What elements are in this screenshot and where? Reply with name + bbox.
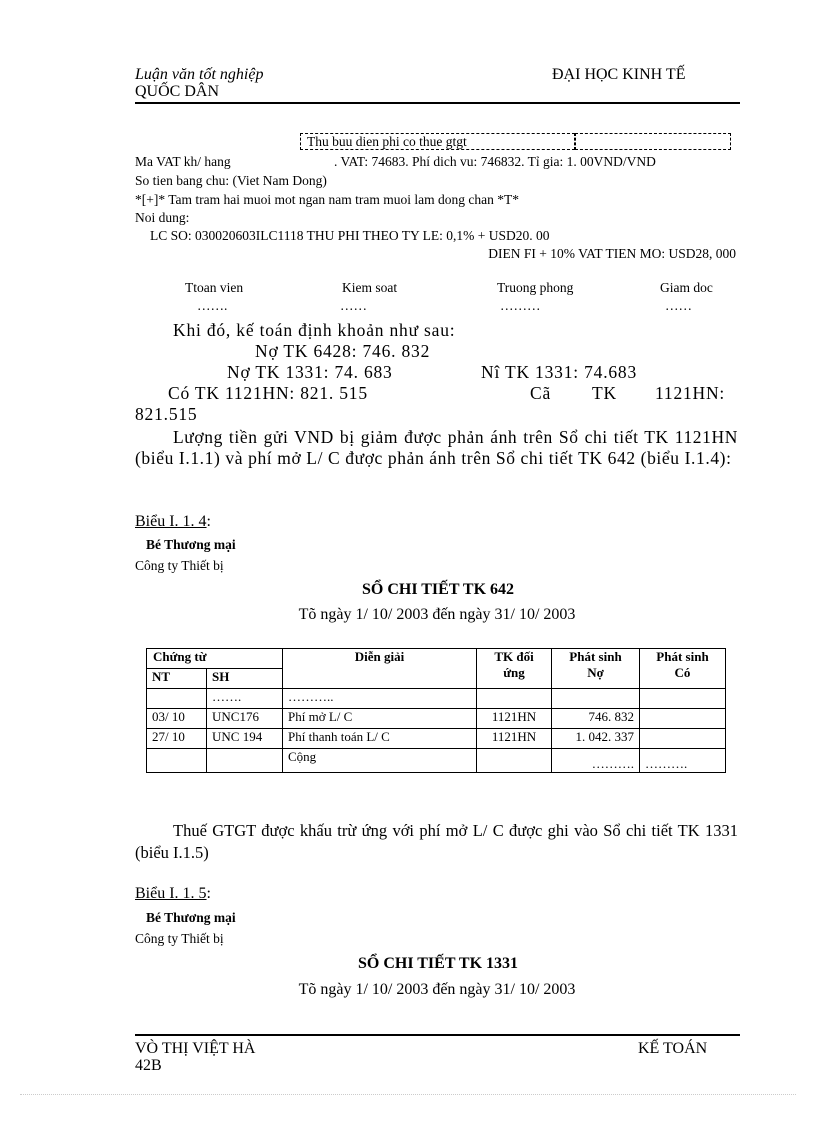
cell-debit: 746. 832 [552,709,640,729]
footer-author: VÒ THỊ VIỆT HÀ [135,1040,256,1057]
cell-desc: Phí thanh toán L/ C [283,729,477,749]
cell-debit: 1. 042. 337 [552,729,640,749]
header-university-cont: QUỐC DÂN [135,83,219,100]
entry-debit-6428: Nợ TK 6428: 746. 832 [255,341,431,361]
header-rule [135,102,740,104]
signer-controller: Kiem soat [342,280,398,295]
form4-period: Tõ ngày 1/ 10/ 2003 đến ngày 31/ 10/ 2003 [298,606,576,623]
th-account-line2: ứng [503,665,525,680]
footer-rule [135,1034,740,1036]
th-debit [552,649,640,689]
signer-teller-dots: ……. [197,298,228,313]
signer-director: Giam doc [660,280,713,295]
th-voucher: Chứng từ [147,649,283,669]
cell-sh: ……. [207,689,283,709]
content-label: Noi dung: [135,210,190,225]
cell-acc [477,689,552,709]
form5-colon: : [206,885,211,902]
cell-credit [640,689,726,709]
cell-debit: ………. [552,749,640,773]
cell-sh: UNC 194 [207,729,283,749]
form5-title: SỔ CHI TIẾT TK 1331 [357,955,519,972]
signer-head-dots: ……… [500,298,541,313]
cell-nt: 27/ 10 [147,729,207,749]
th-account-line1: TK đối [494,649,534,664]
th-credit [640,649,726,689]
signer-director-dots: …… [665,298,692,313]
signer-controller-dots: …… [340,298,367,313]
form4-heading [135,513,211,531]
th-credit-line2: Có [674,665,691,680]
cell-acc: 1121HN [477,729,552,749]
entry-paragraph: Lượng tiền gửi VND bị giảm được phản ánh trên Sổ chi tiết TK 1121HN (biểu I.1.1) và phí mở L/ C được phản ánh trên Sổ chi tiết TK 642 (biểu I.1.4): [135,427,738,468]
entry-credit-alt-d: 821.515 [135,404,198,424]
entry-credit-1121: Có TK 1121HN: 821. 515 [168,383,368,403]
ledger-table-642 [146,648,726,773]
cell-credit [640,709,726,729]
signer-head: Truong phong [497,280,574,295]
form4-org-company: Công ty Thiết bị [135,558,224,573]
table-row [147,689,726,709]
cell-nt [147,689,207,709]
header-university: ĐẠI HỌC KINH TẾ [552,66,686,83]
form4-title: SỔ CHI TIẾT TK 642 [361,581,515,598]
cell-debit [552,689,640,709]
content-line2: DIEN FI + 10% VAT TIEN MO: USD28, 000 [488,246,736,261]
cell-desc: ……….. [283,689,477,709]
th-sh: SH [207,669,283,689]
form5-label: Biểu I. 1. 5 [135,885,207,902]
table-header-row [147,649,726,669]
cell-sh: UNC176 [207,709,283,729]
receipt-title: Thu buu dien phi co thue gtgt [307,134,467,149]
page-bottom-divider [20,1094,796,1095]
form4-org-ministry: Bé Thương mại [146,537,236,552]
cell-nt [147,749,207,773]
form4-label: Biểu I. 1. 4 [135,513,207,530]
cell-desc: Cộng [283,749,477,773]
entry-credit-alt-c: 1121HN: [655,383,726,403]
form5-org-ministry: Bé Thương mại [146,910,236,925]
form5-heading [135,885,211,903]
th-credit-line1: Phát sinh [656,649,709,664]
form5-period: Tõ ngày 1/ 10/ 2003 đến ngày 31/ 10/ 2003 [298,981,576,998]
table-row [147,709,726,729]
entry-debit-1331-alt: Nî TK 1331: 74.683 [481,362,638,382]
amount-words: *[+]* Tam tram hai muoi mot ngan nam tram muoi lam dong chan *T* [135,192,519,207]
receipt-empty-box [575,133,731,150]
th-description: Diễn giải [283,649,477,689]
content-line1: LC SO: 030020603ILC1118 THU PHI THEO TY LE: 0,1% + USD20. 00 [150,228,550,243]
entry-debit-1331: Nợ TK 1331: 74. 683 [227,362,393,382]
cell-nt: 03/ 10 [147,709,207,729]
footer-department: KẾ TOÁN [638,1040,708,1057]
vat-line: . VAT: 74683. Phí dich vu: 746832. Tỉ gia: 1. 00VND/VND [334,154,656,169]
cell-credit: ………. [640,749,726,773]
table-row [147,729,726,749]
cell-acc [477,749,552,773]
entry-intro: Khi đó, kế toán định khoản như sau: [173,320,456,340]
vat-paragraph: Thuế GTGT được khấu trừ ứng với phí mở L/ C được ghi vào Sổ chi tiết TK 1331 (biểu I.1.5) [135,821,738,862]
th-account [477,649,552,689]
th-debit-line1: Phát sinh [569,649,622,664]
signer-teller: Ttoan vien [185,280,244,295]
form4-colon: : [206,513,211,530]
receipt-title-box [300,133,575,150]
cell-acc: 1121HN [477,709,552,729]
cell-credit [640,729,726,749]
footer-class: 42B [135,1057,162,1074]
cell-sh [207,749,283,773]
amount-words-label: So tien bang chu: (Viet Nam Dong) [135,173,327,188]
entry-credit-alt-b: TK [592,383,617,403]
th-debit-line2: Nợ [587,665,604,680]
cell-desc: Phí mở L/ C [283,709,477,729]
vat-customer-label: Ma VAT kh/ hang [135,154,231,169]
entry-credit-alt-a: Cã [530,383,552,403]
header-thesis-label: Luận văn tốt nghiệp [135,66,264,83]
table-total-row [147,749,726,773]
th-nt: NT [147,669,207,689]
form5-org-company: Công ty Thiết bị [135,931,224,946]
